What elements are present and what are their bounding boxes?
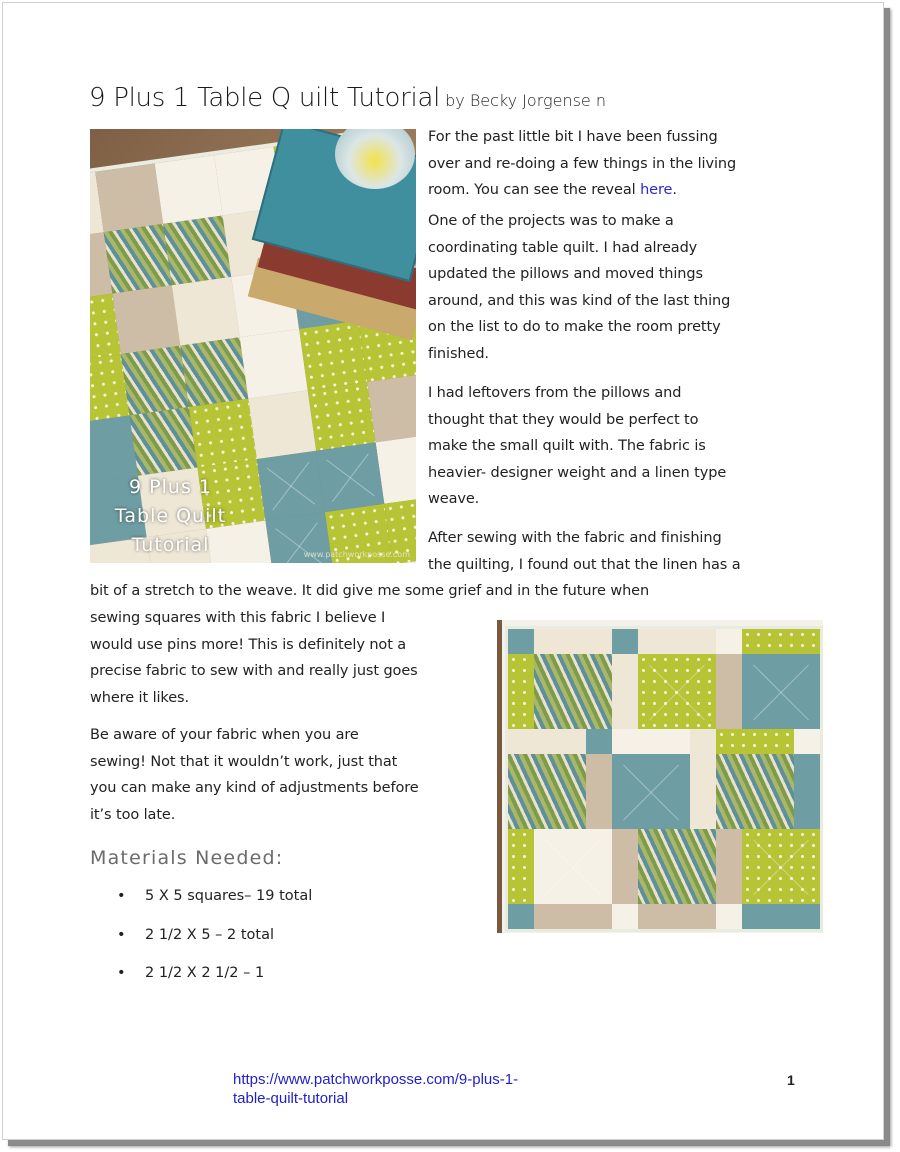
book-stack: [240, 129, 416, 329]
source-url-link[interactable]: https://www.patchworkposse.com/9-plus-1- table-quilt-tutorial: [233, 1071, 519, 1107]
wood-edge: [497, 620, 502, 933]
materials-list-item: • 5 X 5 squares– 19 total: [117, 888, 312, 927]
bullet-icon: •: [117, 965, 126, 981]
paragraph-stretch-rest: sewing squares with this fabric I believe I would use pins more! This is definitely not a precise fabric to sew with and really just goes where it likes.: [90, 610, 418, 706]
paragraph-leftovers: I had leftovers from the pillows and thought that they would be perfect to make the small quilt with. The fabric is heavier- designer weight and a linen type weave.: [428, 385, 727, 508]
paragraph-be-aware: Be aware of your fabric when you are sewing! Not that it wouldn’t work, just that you can make any kind of adjustments before it’s too late.: [90, 727, 419, 823]
paragraph-stretch-top: After sewing with the fabric and finishing the quilting, I found out that the linen has a: [428, 530, 741, 573]
materials-list: [117, 888, 312, 1004]
paragraph-project: One of the projects was to make a coordinating table quilt. I had already updated the pillows and moved things around, and this was kind of the last thing on the list to do to make the room pretty finished.: [428, 213, 731, 362]
materials-list-item: • 2 1/2 X 5 – 2 total: [117, 927, 312, 966]
reveal-link[interactable]: here: [640, 182, 673, 199]
paragraph-stretch-full-line: bit of a stretch to the weave. It did give me some grief and in the future when: [90, 583, 650, 599]
document-page: [2, 2, 884, 1140]
photo-overlay-title: 9 Plus 1 Table Quilt Tutorial: [114, 476, 227, 556]
bullet-icon: •: [117, 888, 126, 904]
materials-heading: Materials Needed:: [90, 847, 284, 869]
hero-photo: [90, 129, 416, 563]
page-number: 1: [787, 1072, 795, 1088]
title-main: 9 Plus 1 Table Q uilt Tutorial: [89, 83, 441, 113]
materials-list-item: • 2 1/2 X 2 1/2 – 1: [117, 965, 312, 1004]
bullet-icon: •: [117, 926, 126, 943]
title-byline: by Becky Jorgense n: [445, 91, 606, 110]
paragraph-intro: For the past little bit I have been fussing over and re-doing a few things in the living room. You can see the reveal here.: [428, 129, 737, 199]
finished-quilt-photo: [497, 620, 823, 933]
page-title: [89, 83, 606, 113]
photo-watermark: www.patchworkposse.com: [303, 550, 410, 559]
quilt-grid: [505, 626, 823, 932]
